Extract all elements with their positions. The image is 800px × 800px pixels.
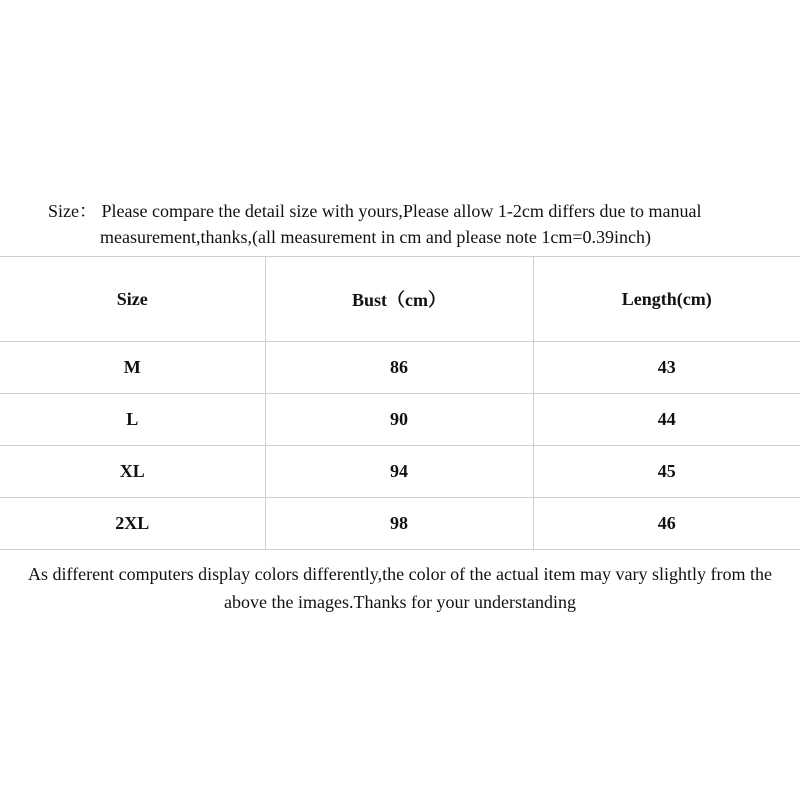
cell-size: M bbox=[0, 342, 265, 394]
color-disclaimer bbox=[0, 560, 800, 616]
cell-length: 45 bbox=[533, 446, 800, 498]
cell-bust: 98 bbox=[265, 498, 533, 550]
size-chart-table bbox=[0, 256, 800, 550]
cell-length: 43 bbox=[533, 342, 800, 394]
intro-line-2: measurement,thanks,(all measurement in cm and please note 1cm=0.39inch) bbox=[100, 227, 651, 247]
disclaimer-line-1: As different computers display colors differently,the color of the actual item may vary slightly from the bbox=[28, 564, 772, 584]
table-row bbox=[0, 446, 800, 498]
cell-size: L bbox=[0, 394, 265, 446]
cell-bust: 94 bbox=[265, 446, 533, 498]
header-bust: Bust（cm） bbox=[265, 257, 533, 342]
intro-line-1: Size： Please compare the detail size with yours,Please allow 1-2cm differs due to manual bbox=[48, 201, 702, 221]
cell-bust: 86 bbox=[265, 342, 533, 394]
cell-bust: 90 bbox=[265, 394, 533, 446]
table-row bbox=[0, 498, 800, 550]
cell-length: 46 bbox=[533, 498, 800, 550]
cell-length: 44 bbox=[533, 394, 800, 446]
table-row bbox=[0, 394, 800, 446]
header-size: Size bbox=[0, 257, 265, 342]
cell-size: 2XL bbox=[0, 498, 265, 550]
table-header-row bbox=[0, 257, 800, 342]
table-row bbox=[0, 342, 800, 394]
header-length: Length(cm) bbox=[533, 257, 800, 342]
disclaimer-line-2: above the images.Thanks for your understanding bbox=[224, 592, 576, 612]
cell-size: XL bbox=[0, 446, 265, 498]
